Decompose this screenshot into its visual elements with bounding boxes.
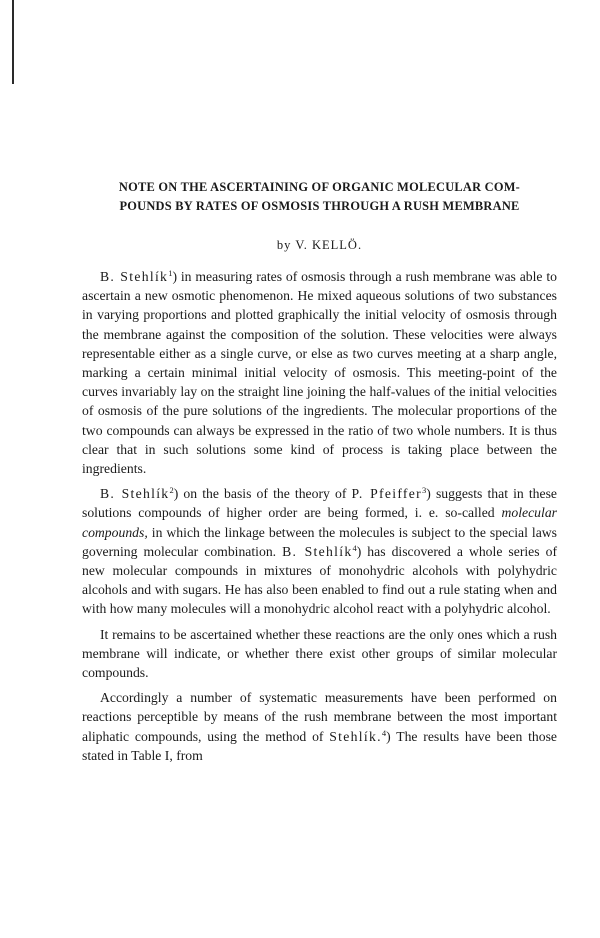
footnote-ref[interactable]: 1: [168, 268, 173, 278]
document-page: [82, 178, 557, 771]
paragraph-text: ) on the basis of the theory of: [173, 486, 352, 502]
footnote-ref[interactable]: 3: [422, 485, 427, 496]
cited-author: Stehlík.: [329, 728, 382, 744]
author-line: [82, 238, 557, 253]
paragraph-text: It remains to be ascertained whether these reactions are the only ones which a rush membrane will indicate, or whether there exist other groups of similar molecular compounds.: [82, 626, 557, 681]
cited-author: P. Pfeiffer: [351, 486, 423, 502]
author-name: V. KELLÖ.: [295, 238, 363, 252]
paragraph-3: [82, 625, 557, 683]
paragraph-text: ) The results have been those stated in Table I, from: [82, 728, 557, 763]
paragraph-text: ) has discovered a whole series of new molecular compounds in mixtures of monohydric alcohols with polyhydric alcohols and with sugars. He has also been enabled to find out a rule stating when and with how many molecules will a monohydric alcohol react with a polyhydric alcohol.: [82, 543, 558, 617]
paragraph-text: Accordingly a number of systematic measurements have been performed on reactions perceptible by means of the rush membrane between the most important aliphatic compounds, using the method of: [82, 690, 557, 744]
author-prefix: by: [276, 238, 296, 252]
article-title: [82, 178, 557, 216]
cited-author: B. Stehlík: [100, 269, 169, 284]
paragraph-4: [82, 688, 557, 765]
title-line-2: POUNDS BY RATES OF OSMOSIS THROUGH A RUSH MEMBRANE: [119, 199, 520, 213]
footnote-ref[interactable]: 4: [352, 542, 357, 553]
cited-author: B. Stehlík: [282, 543, 353, 559]
footnote-ref[interactable]: 2: [169, 485, 174, 496]
paragraph-text: ) in measuring rates of osmosis through a rush membrane was able to ascertain a new osmotic phenomenon. He mixed aqueous solutions of two substances in varying proportions and plotted graphically the initial velocity of osmosis through the membrane against the composition of the solution. These velocities were always representable either as a single curve, or else as two curves meeting at a sharp angle, marking a certain minimal initial velocity of osmosis. This meeting-point of the curves invariably lay on the straight line joining the half-values of the initial velocities of osmosis of the pure solutions of the ingredients. The molecular proportions of the two compounds can always be expressed in the ratio of two whole numbers. It is thus clear that in such solutions some kind of process is taking place between the ingredients.: [82, 269, 557, 477]
cited-author: B. Stehlík: [100, 486, 170, 502]
title-line-1: NOTE ON THE ASCERTAINING OF ORGANIC MOLECULAR COM-: [118, 180, 521, 194]
paragraph-1: [82, 267, 557, 478]
paragraph-text: ) suggests that in these solutions compounds of higher order are being formed, i. e. so-called: [82, 486, 558, 521]
scan-edge-line: [12, 0, 14, 84]
paragraph-2: [82, 484, 557, 618]
paragraph-text: in which the linkage between the molecules is subject to the special laws governing molecular combination.: [82, 524, 557, 559]
italic-term: molecular compounds,: [82, 505, 557, 540]
footnote-ref[interactable]: 4: [381, 727, 387, 738]
